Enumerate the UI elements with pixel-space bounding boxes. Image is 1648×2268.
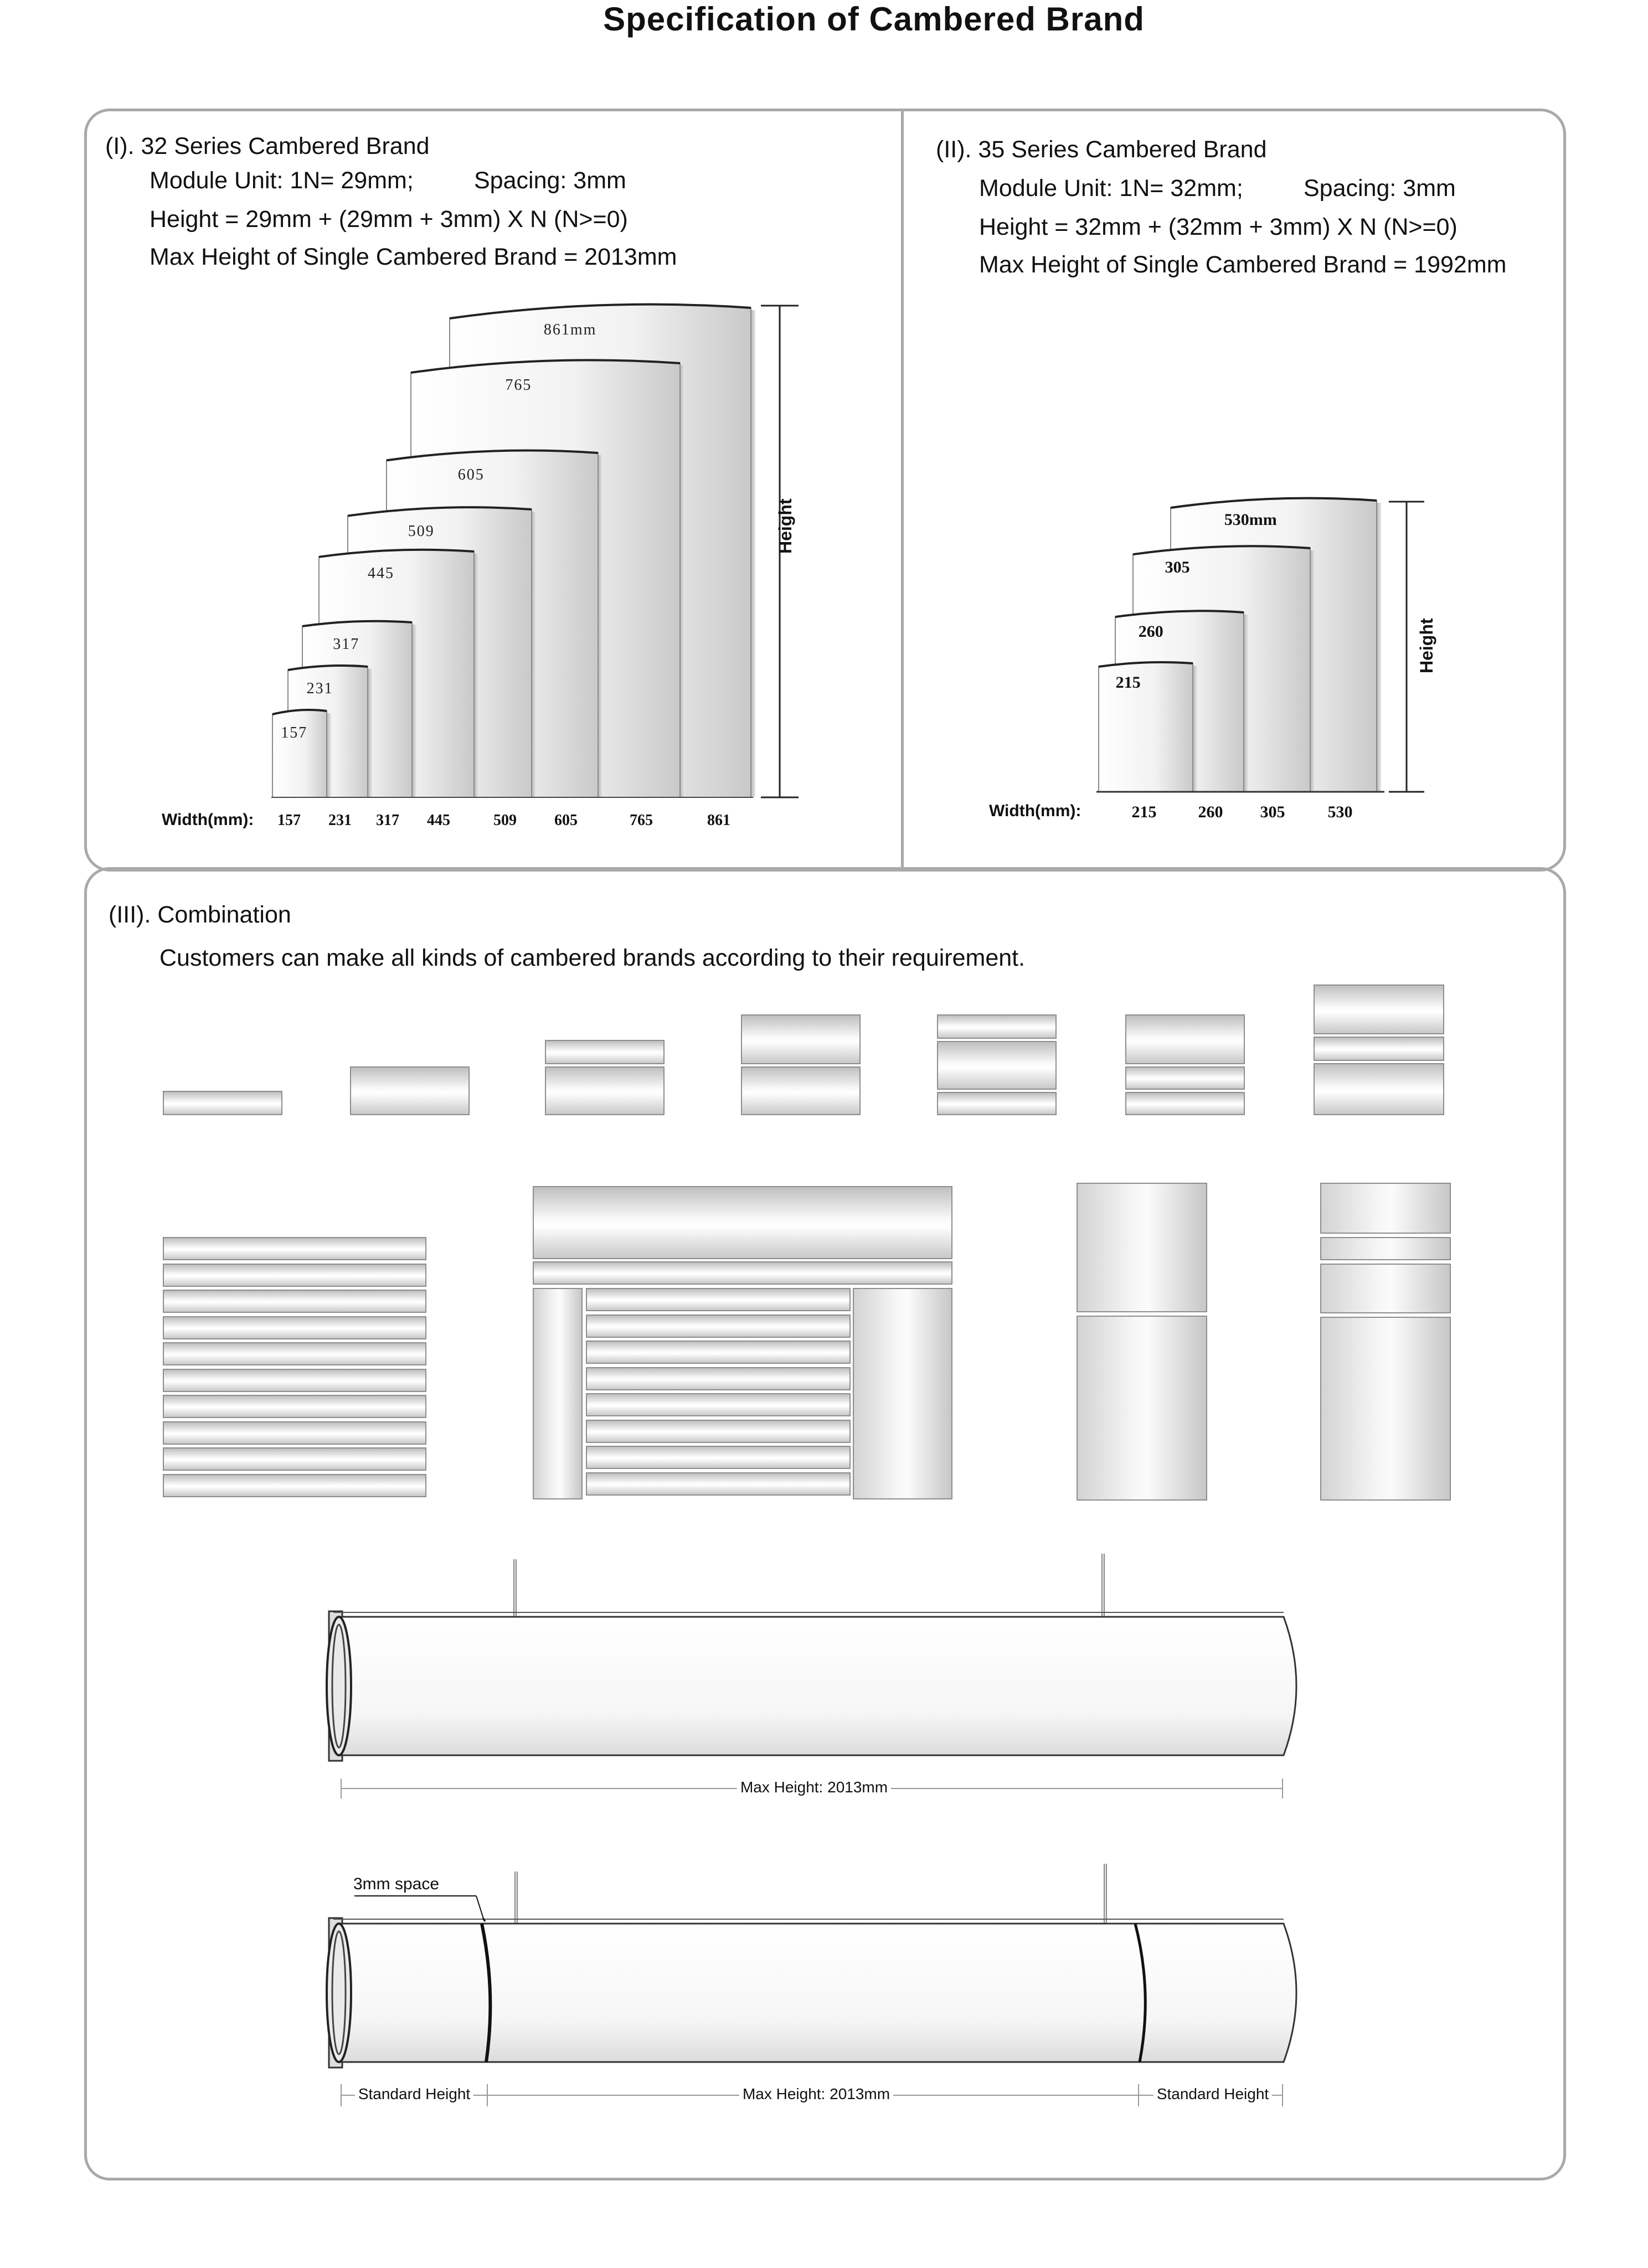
series32-module-unit: Module Unit: 1N= 29mm;	[150, 167, 414, 194]
series35-width-label: 305	[1260, 803, 1285, 821]
series32-panel-label: 765	[505, 377, 532, 394]
series32-max-height: Max Height of Single Cambered Brand = 2013mm	[150, 244, 677, 270]
series32-width-label: 157	[277, 812, 301, 829]
page-title: Specification of Cambered Brand	[603, 1, 1145, 38]
space-leader-arrow	[476, 1896, 484, 1920]
series35-width-label: 260	[1198, 803, 1223, 821]
series32-width-label: 605	[554, 812, 578, 829]
series32-panel-label: 445	[368, 565, 394, 582]
series32-height-axis-label: Height	[775, 498, 795, 554]
series35-module-unit: Module Unit: 1N= 32mm;	[979, 175, 1243, 202]
series35-width-label: 530	[1327, 803, 1353, 821]
series35-panel-label: 305	[1165, 558, 1190, 576]
space-label: 3mm space	[353, 1875, 440, 1893]
series35-panel-label: 260	[1138, 622, 1163, 641]
combination-description: Customers can make all kinds of cambered brands according to their requirement.	[159, 945, 1026, 971]
series32-width-label: 445	[427, 812, 450, 829]
series32-panel-label: 157	[281, 724, 308, 741]
max-height-label-combined: Max Height: 2013mm	[739, 2085, 893, 2103]
series32-width-label: 765	[630, 812, 653, 829]
cylinder-single	[327, 1611, 1296, 1761]
max-height-label-single: Max Height: 2013mm	[737, 1779, 891, 1796]
series32-panel-label: 509	[408, 523, 435, 540]
standard-height-label-left: Standard Height	[355, 2085, 473, 2103]
series35-width-axis-label: Width(mm):	[989, 802, 1082, 820]
series35-heading: (II). 35 Series Cambered Brand	[936, 136, 1267, 163]
series32-width-label: 231	[328, 812, 352, 829]
series35-max-height: Max Height of Single Cambered Brand = 1992mm	[979, 251, 1507, 278]
series35-panel-label: 530mm	[1224, 511, 1277, 529]
series32-width-label: 509	[493, 812, 517, 829]
combination-heading: (III). Combination	[109, 901, 291, 928]
series35-panel-label: 215	[1115, 673, 1141, 692]
series32-panel-label: 605	[457, 466, 485, 483]
series32-height-formula: Height = 29mm + (29mm + 3mm) X N (N>=0)	[150, 206, 628, 233]
series32-spacing: Spacing: 3mm	[474, 167, 626, 194]
series32-panel-label: 317	[333, 636, 360, 653]
series35-spacing: Spacing: 3mm	[1304, 175, 1456, 202]
series32-panel-label: 861mm	[543, 321, 597, 338]
series35-height-formula: Height = 32mm + (32mm + 3mm) X N (N>=0)	[979, 214, 1458, 240]
standard-height-label-right: Standard Height	[1153, 2085, 1272, 2103]
series32-width-label: 317	[376, 812, 399, 829]
series35-height-axis-label: Height	[1417, 618, 1436, 673]
series32-panel-label: 231	[306, 680, 333, 697]
series32-width-axis-label: Width(mm):	[162, 811, 254, 829]
series32-width-label: 861	[707, 812, 730, 829]
series35-width-label: 215	[1131, 803, 1157, 821]
cylinder-combined	[327, 1918, 1296, 2068]
series32-heading: (I). 32 Series Cambered Brand	[105, 133, 430, 159]
